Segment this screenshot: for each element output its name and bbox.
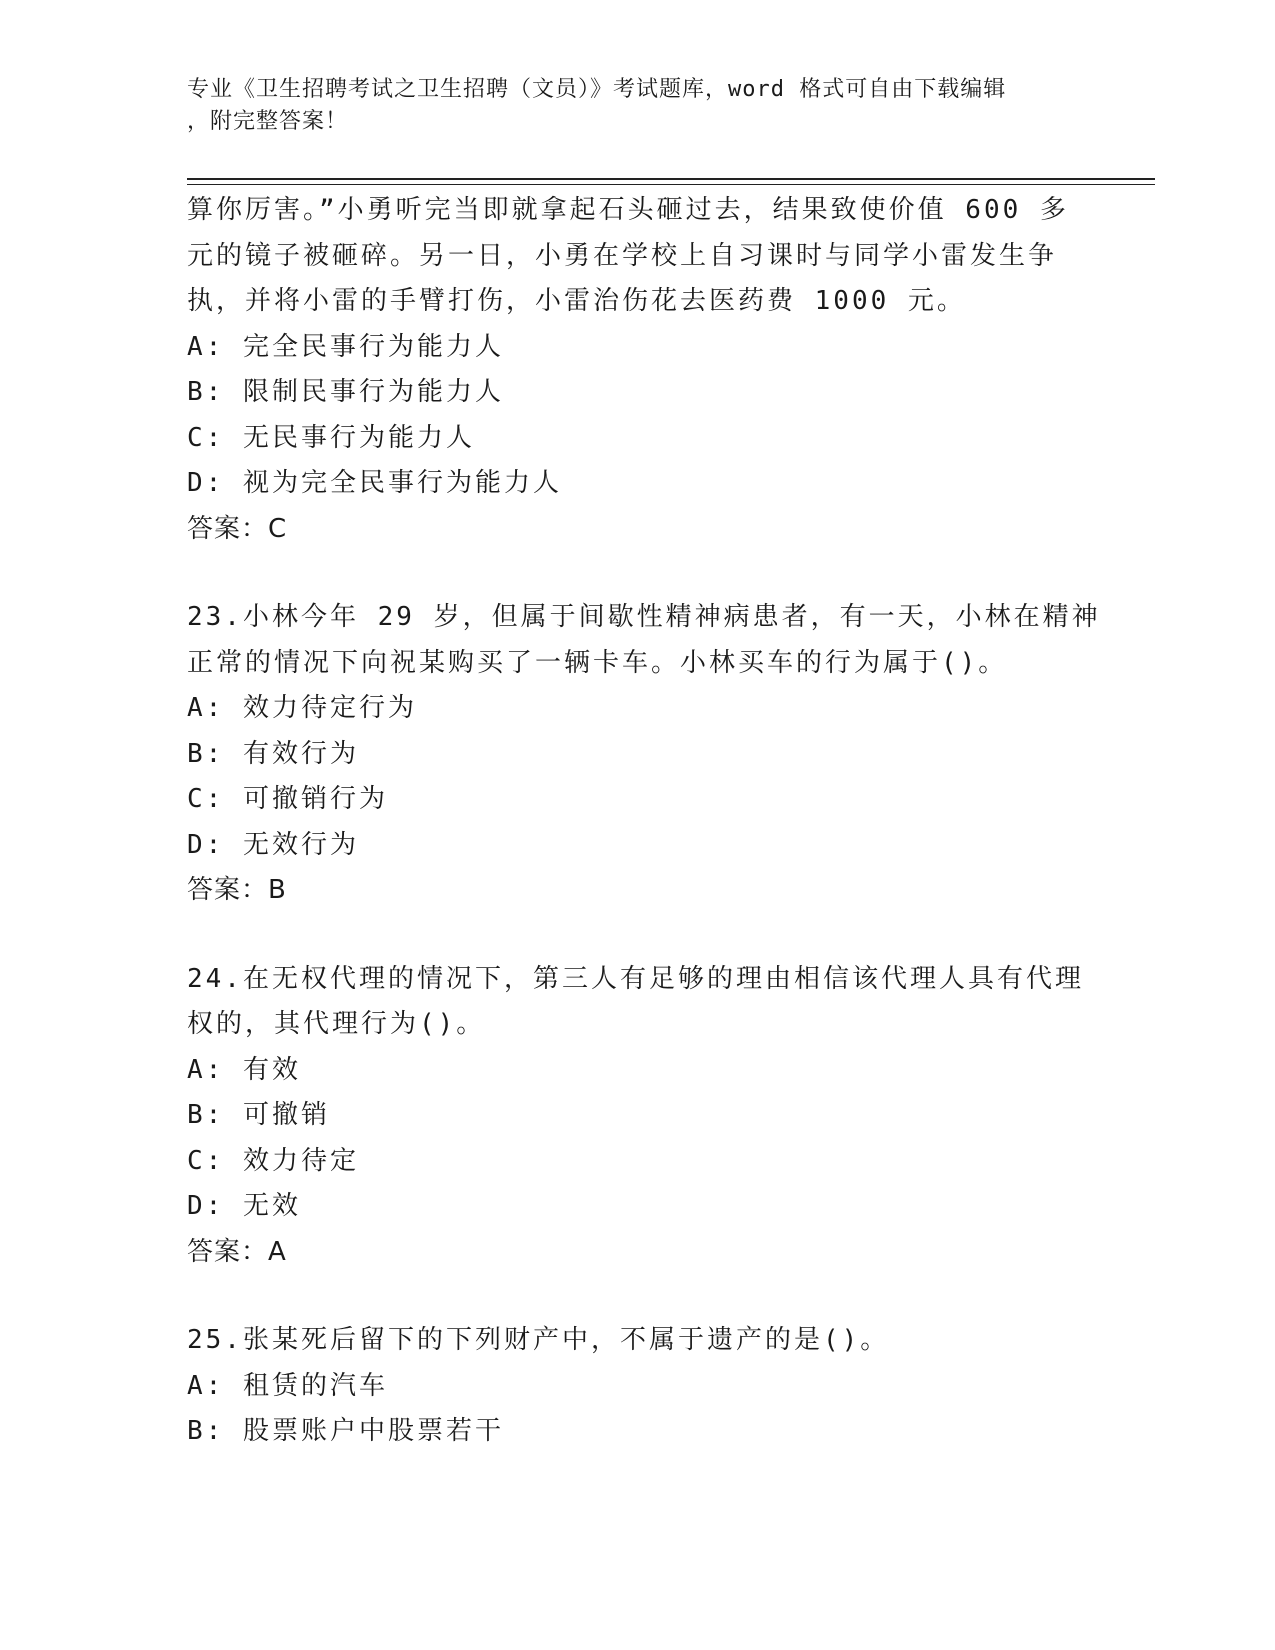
- question-text-line: 25.张某死后留下的下列财产中，不属于遗产的是()。: [187, 1325, 890, 1355]
- question-text-line: 执，并将小雷的手臂打伤，小雷治伤花去医药费 1000 元。: [187, 286, 966, 316]
- option-c: C: 无民事行为能力人: [187, 422, 475, 453]
- option-d: D: 无效: [187, 1191, 301, 1221]
- header-rule-thick: [187, 178, 1155, 180]
- option-a: A: 有效: [187, 1054, 301, 1085]
- option-c: C: 效力待定: [187, 1145, 359, 1176]
- option-b: B: 股票账户中股票若干: [187, 1416, 504, 1446]
- question-text-line: 24.在无权代理的情况下，第三人有足够的理由相信该代理人具有代理: [187, 963, 1084, 994]
- question-content: [187, 188, 1101, 1455]
- option-b: B: 可撤销: [187, 1100, 330, 1130]
- option-b: B: 限制民事行为能力人: [187, 377, 504, 407]
- option-b: B: 有效行为: [187, 738, 359, 769]
- question-23: [187, 595, 1101, 914]
- header-line-2: ，附完整答案！: [187, 109, 349, 134]
- question-text-line: 正常的情况下向祝某购买了一辆卡车。小林买车的行为属于()。: [187, 647, 1008, 678]
- question-fragment: [187, 188, 1087, 552]
- header-rule-thin: [187, 184, 1155, 185]
- question-text-line: 算你厉害。”小勇听完当即就拿起石头砸过去，结果致使价值 600 多: [187, 195, 1069, 225]
- spacer: [187, 914, 1087, 957]
- question-25: [187, 1318, 1087, 1455]
- question-24: [187, 957, 1087, 1276]
- option-d: D: 视为完全民事行为能力人: [187, 468, 562, 498]
- option-d: D: 无效行为: [187, 829, 359, 860]
- option-a: A: 租赁的汽车: [187, 1370, 388, 1401]
- option-c: C: 可撤销行为: [187, 784, 388, 814]
- option-a: A: 完全民事行为能力人: [187, 331, 504, 362]
- question-text-line: 23.小林今年 29 岁，但属于间歇性精神病患者，有一天，小林在精神: [187, 602, 1101, 632]
- answer-line: 答案：A: [187, 1236, 287, 1267]
- option-a: A: 效力待定行为: [187, 693, 417, 723]
- document-header: [187, 74, 1067, 138]
- spacer: [187, 552, 1087, 595]
- question-text-line: 权的，其代理行为()。: [187, 1009, 486, 1039]
- spacer: [187, 1275, 1087, 1318]
- header-line-1: 专业《卫生招聘考试之卫生招聘（文员）》考试题库，word 格式可自由下载编辑: [187, 77, 1007, 102]
- answer-line: 答案：B: [187, 875, 287, 905]
- answer-line: 答案：C: [187, 513, 288, 544]
- question-text-line: 元的镜子被砸碎。另一日，小勇在学校上自习课时与同学小雷发生争: [187, 240, 1058, 271]
